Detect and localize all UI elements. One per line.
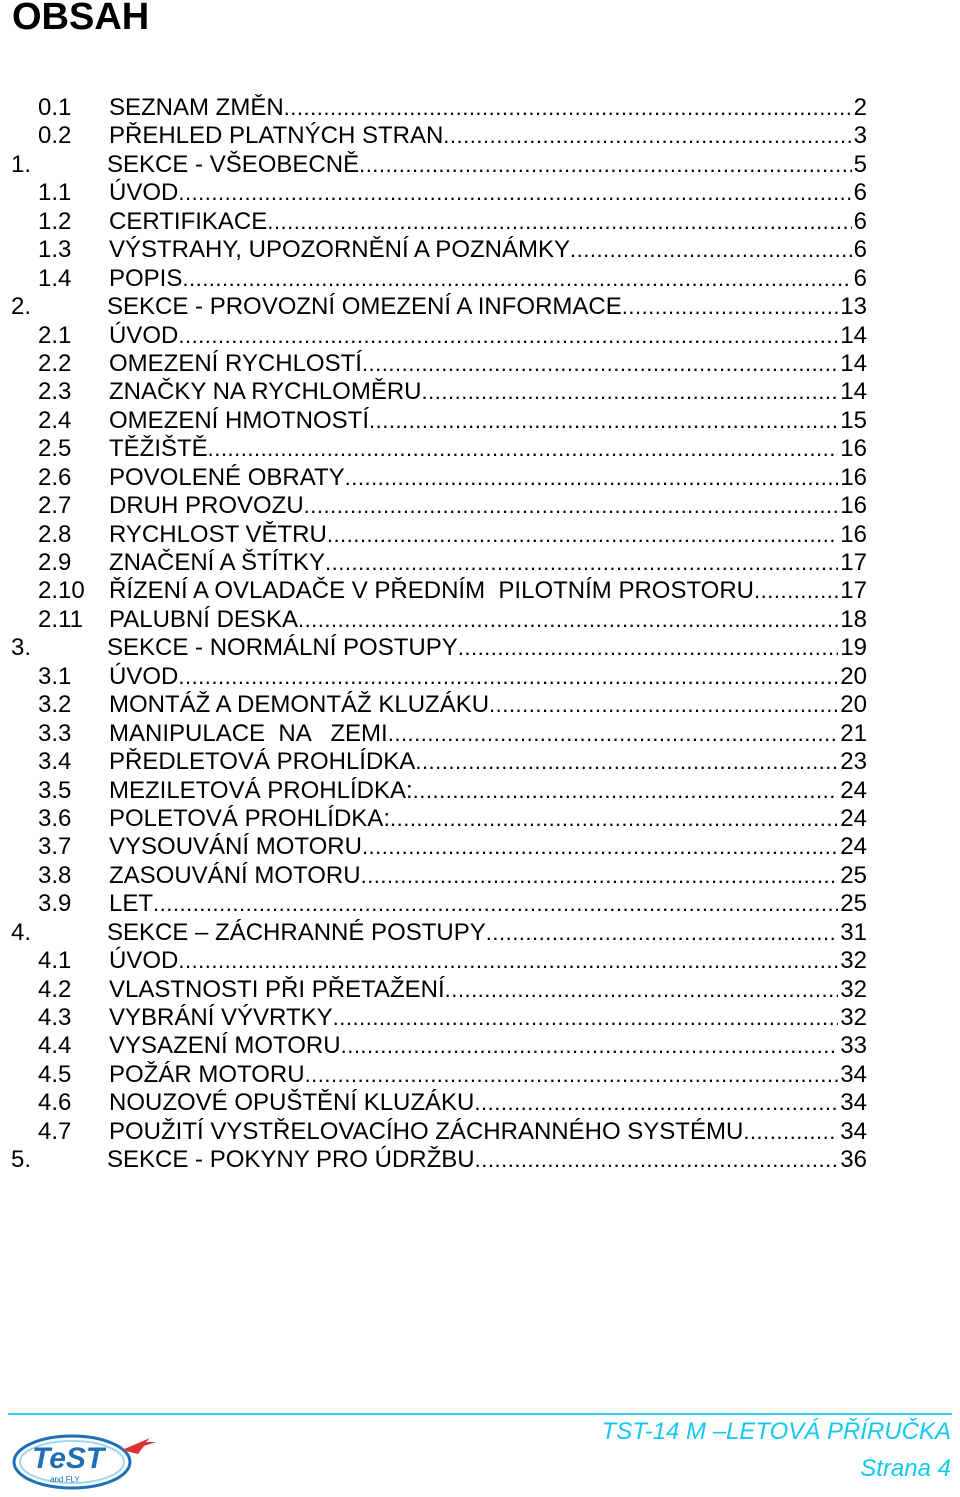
toc-entry-number: 4. <box>11 918 32 946</box>
toc-entry-leader <box>109 177 867 209</box>
toc-entry-dot-leader <box>267 206 851 238</box>
toc-entry-leader <box>109 348 867 380</box>
toc-entry-3-4[interactable] <box>0 746 960 774</box>
toc-entry-leader <box>107 1144 867 1176</box>
toc-entry-title: POVOLENÉ OBRATY <box>109 463 345 491</box>
toc-entry-5[interactable] <box>0 1144 960 1172</box>
toc-entry-number: 4.2 <box>38 975 72 1003</box>
toc-entry-3-1[interactable] <box>0 661 960 689</box>
toc-entry-dot-leader <box>475 1144 839 1176</box>
toc-entry-2-9[interactable] <box>0 547 960 575</box>
toc-entry-4-4[interactable] <box>0 1030 960 1058</box>
toc-entry-dot-leader <box>445 974 839 1006</box>
toc-entry-page: 17 <box>840 577 867 605</box>
toc-entry-number: 2.1 <box>38 321 72 349</box>
toc-entry-page: 32 <box>840 947 867 975</box>
toc-entry-1-3[interactable] <box>0 234 960 262</box>
toc-entry-3-5[interactable] <box>0 775 960 803</box>
toc-entry-leader <box>109 888 867 920</box>
toc-entry-page: 33 <box>840 1032 867 1060</box>
toc-entry-dot-leader <box>182 263 851 295</box>
toc-entry-leader <box>109 604 867 636</box>
toc-entry-1-1[interactable] <box>0 177 960 205</box>
toc-entry-title: OMEZENÍ RYCHLOSTÍ <box>109 349 362 377</box>
toc-entry-page: 15 <box>840 406 867 434</box>
toc-entry-dot-leader <box>178 661 838 693</box>
toc-entry-page: 20 <box>840 691 867 719</box>
toc-entry-page: 20 <box>840 662 867 690</box>
toc-entry-0-2[interactable] <box>0 120 960 148</box>
toc-entry-3-6[interactable] <box>0 803 960 831</box>
toc-entry-dot-leader <box>333 1002 839 1034</box>
toc-entry-number: 2.5 <box>38 435 72 463</box>
toc-entry-page: 18 <box>840 605 867 633</box>
toc-entry-dot-leader <box>345 462 839 494</box>
toc-entry-2-4[interactable] <box>0 405 960 433</box>
toc-entry-title: NOUZOVÉ OPUŠTĚNÍ KLUZÁKU <box>109 1089 475 1117</box>
toc-entry-title: ÚVOD <box>109 179 179 207</box>
toc-entry-title: VÝSTRAHY, UPOZORNĚNÍ A POZNÁMKY <box>109 236 570 264</box>
toc-entry-3-9[interactable] <box>0 888 960 916</box>
toc-entry-page: 24 <box>840 776 867 804</box>
toc-entry-page: 25 <box>840 861 867 889</box>
toc-entry-2-8[interactable] <box>0 519 960 547</box>
toc-entry-number: 4.4 <box>38 1032 72 1060</box>
toc-entry-leader <box>109 945 867 977</box>
toc-entry-leader <box>109 547 867 579</box>
toc-entry-dot-leader <box>570 234 852 266</box>
page-number: Strana 4 <box>860 1455 951 1482</box>
toc-entry-page: 34 <box>840 1089 867 1117</box>
toc-entry-dot-leader <box>178 320 838 352</box>
toc-entry-number: 2.6 <box>38 463 72 491</box>
toc-entry-number: 2.9 <box>38 549 72 576</box>
toc-entry-dot-leader <box>359 149 852 181</box>
toc-entry-title: POUŽITÍ VYSTŘELOVACÍHO ZÁCHRANNÉHO SYSTÉMU <box>109 1117 744 1145</box>
toc-entry-dot-leader <box>622 291 839 323</box>
toc-entry-2-2[interactable] <box>0 348 960 376</box>
toc-entry-leader <box>109 206 867 238</box>
footer-divider <box>8 1413 952 1415</box>
toc-entry-3-7[interactable] <box>0 831 960 859</box>
toc-entry-title: VYBRÁNÍ VÝVRTKY <box>109 1004 333 1031</box>
toc-entry-page: 16 <box>840 435 867 463</box>
toc-entry-title: PŘEHLED PLATNÝCH STRAN <box>109 122 444 150</box>
toc-entry-2-1[interactable] <box>0 320 960 348</box>
toc-entry-title: POPIS <box>109 264 183 292</box>
toc-entry-leader <box>109 974 867 1006</box>
toc-entry-leader <box>109 689 867 721</box>
toc-entry-leader <box>109 1059 867 1091</box>
toc-entry-2-10[interactable] <box>0 575 960 603</box>
toc-entry-number: 1.1 <box>38 179 72 207</box>
toc-entry-dot-leader <box>178 177 851 209</box>
toc-entry-title: VYSOUVÁNÍ MOTORU <box>109 833 362 861</box>
toc-entry-page: 32 <box>840 975 867 1003</box>
toc-entry-dot-leader <box>413 775 839 807</box>
toc-entry-page: 6 <box>853 179 867 207</box>
toc-entry-number: 3.2 <box>38 691 72 719</box>
toc-entry-page: 32 <box>840 1004 867 1031</box>
toc-entry-dot-leader <box>743 1116 838 1148</box>
toc-entry-leader <box>107 632 867 664</box>
toc-entry-dot-leader <box>298 604 838 636</box>
toc-entry-page: 14 <box>840 378 867 406</box>
toc-entry-title: POLETOVÁ PROHLÍDKA: <box>109 804 390 832</box>
toc-entry-title: CERTIFIKACE <box>109 207 268 235</box>
toc-entry-4-2[interactable] <box>0 974 960 1002</box>
toc-entry-dot-leader <box>208 433 839 465</box>
toc-entry-number: 4.1 <box>38 947 72 975</box>
toc-entry-3-3[interactable] <box>0 718 960 746</box>
toc-entry-number: 4.5 <box>38 1060 72 1088</box>
toc-entry-page: 25 <box>840 890 867 918</box>
toc-entry-page: 21 <box>840 719 867 747</box>
toc-entry-page: 3 <box>853 122 867 150</box>
toc-entry-dot-leader <box>443 120 851 152</box>
toc-entry-dot-leader <box>458 632 839 664</box>
toc-entry-dot-leader <box>422 376 839 408</box>
toc-entry-dot-leader <box>325 547 838 579</box>
toc-entry-dot-leader <box>341 1030 839 1062</box>
toc-entry-page: 31 <box>840 918 867 946</box>
logo-subtext: and FLY <box>50 1475 80 1484</box>
toc-entry-number: 1.4 <box>38 264 72 292</box>
toc-entry-leader <box>109 831 867 863</box>
toc-entry-4-1[interactable] <box>0 945 960 973</box>
toc-entry-page: 34 <box>840 1060 867 1088</box>
toc-entry-leader <box>107 149 867 181</box>
toc-entry-4-7[interactable] <box>0 1116 960 1144</box>
toc-entry-4-5[interactable] <box>0 1059 960 1087</box>
toc-entry-number: 1. <box>11 150 32 178</box>
toc-entry-title: PALUBNÍ DESKA <box>109 605 298 633</box>
toc-entry-leader <box>109 433 867 465</box>
toc-entry-page: 34 <box>840 1117 867 1145</box>
toc-entry-number: 2.8 <box>38 520 72 548</box>
toc-entry-number: 2.3 <box>38 378 72 406</box>
toc-entry-page: 23 <box>840 748 867 776</box>
toc-entry-page: 6 <box>853 264 867 292</box>
toc-entry-page: 36 <box>840 1146 867 1174</box>
toc-entry-leader <box>109 405 867 437</box>
toc-entry-number: 2.4 <box>38 406 72 434</box>
toc-entry-title: ÚVOD <box>109 947 179 975</box>
toc-entry-dot-leader <box>361 860 839 892</box>
toc-entry-3-2[interactable] <box>0 689 960 717</box>
toc-entry-title: SEKCE - PROVOZNÍ OMEZENÍ A INFORMACE <box>107 293 622 321</box>
toc-entry-page: 14 <box>840 349 867 377</box>
toc-entry-dot-leader <box>362 348 838 380</box>
toc-entry-number: 2.2 <box>38 349 72 377</box>
toc-entry-title: MONTÁŽ A DEMONTÁŽ KLUZÁKU <box>109 691 490 719</box>
toc-entry-number: 3.3 <box>38 719 72 747</box>
toc-entry-title: PŘEDLETOVÁ PROHLÍDKA <box>109 748 416 776</box>
toc-entry-title: ZNAČKY NA RYCHLOMĚRU <box>109 378 422 406</box>
toc-entry-leader <box>109 320 867 352</box>
toc-entry-dot-leader <box>327 519 838 551</box>
logo-text: TeST <box>32 1442 105 1475</box>
toc-entry-dot-leader <box>305 1059 839 1091</box>
toc-entry-number: 0.2 <box>38 122 72 150</box>
toc-entry-dot-leader <box>304 490 839 522</box>
toc-entry-number: 3.5 <box>38 776 72 804</box>
toc-entry-number: 5. <box>11 1146 32 1174</box>
page-title: OBSAH <box>12 0 150 38</box>
toc-entry-dot-leader <box>486 917 839 949</box>
toc-entry-title: ZNAČENÍ A ŠTÍTKY <box>109 549 326 576</box>
toc-entry-leader <box>109 575 867 607</box>
toc-entry-leader <box>109 746 867 778</box>
toc-entry-title: RYCHLOST VĚTRU <box>109 520 327 548</box>
toc-entry-title: OMEZENÍ HMOTNOSTÍ <box>109 406 369 434</box>
toc-entry-number: 2.11 <box>38 605 83 633</box>
toc-entry-leader <box>109 376 867 408</box>
toc-entry-leader <box>107 291 867 323</box>
toc-entry-title: SEKCE - POKYNY PRO ÚDRŽBU <box>107 1146 475 1174</box>
toc-entry-title: LET <box>109 890 154 918</box>
toc-entry-number: 3. <box>11 634 32 662</box>
toc-entry-2-11[interactable] <box>0 604 960 632</box>
toc-entry-2-6[interactable] <box>0 462 960 490</box>
toc-entry-title: POŽÁR MOTORU <box>109 1060 305 1088</box>
toc-entry-title: ŘÍZENÍ A OVLADAČE V PŘEDNÍM PILOTNÍM PROSTORU <box>109 577 755 605</box>
toc-entry-2-5[interactable] <box>0 433 960 461</box>
toc-entry-leader <box>109 860 867 892</box>
toc-entry-number: 1.2 <box>38 207 72 235</box>
toc-entry-leader <box>109 718 867 750</box>
toc-entry-dot-leader <box>474 1087 838 1119</box>
toc-entry-title: VYSAZENÍ MOTORU <box>109 1032 341 1060</box>
toc-entry-number: 2.7 <box>38 492 72 520</box>
toc-entry-leader <box>109 1087 867 1119</box>
toc-entry-4[interactable] <box>0 917 960 945</box>
toc-entry-leader <box>109 1116 867 1148</box>
toc-entry-2-3[interactable] <box>0 376 960 404</box>
toc-entry-dot-leader <box>415 746 838 778</box>
toc-entry-leader <box>109 519 867 551</box>
toc-entry-number: 3.1 <box>38 662 72 690</box>
toc-entry-title: SEKCE - NORMÁLNÍ POSTUPY <box>107 634 458 662</box>
toc-entry-3-8[interactable] <box>0 860 960 888</box>
toc-entry-0-1[interactable] <box>0 92 960 120</box>
toc-entry-page: 5 <box>853 150 867 178</box>
toc-entry-dot-leader <box>178 945 838 977</box>
toc-entry-number: 2.10 <box>38 577 85 605</box>
toc-entry-title: SEZNAM ZMĚN <box>109 94 284 121</box>
toc-entry-title: MEZILETOVÁ PROHLÍDKA: <box>109 776 413 804</box>
toc-entry-page: 19 <box>840 634 867 662</box>
toc-entry-page: 2 <box>853 94 867 121</box>
toc-entry-title: ÚVOD <box>109 662 179 690</box>
toc-entry-number: 3.8 <box>38 861 72 889</box>
toc-entry-number: 3.4 <box>38 748 72 776</box>
toc-entry-leader <box>109 263 867 295</box>
toc-entry-title: DRUH PROVOZU <box>109 492 304 520</box>
toc-entry-4-6[interactable] <box>0 1087 960 1115</box>
manual-title: TST-14 M –LETOVÁ PŘÍRUČKA <box>601 1418 951 1445</box>
toc-entry-number: 2. <box>11 293 32 321</box>
toc-entry-dot-leader <box>754 575 838 607</box>
toc-entry-number: 1.3 <box>38 236 72 264</box>
toc-entry-number: 4.6 <box>38 1089 72 1117</box>
toc-entry-leader <box>109 803 867 835</box>
toc-entry-leader <box>109 462 867 494</box>
toc-entry-dot-leader <box>489 689 838 721</box>
toc-entry-leader <box>109 490 867 522</box>
toc-entry-dot-leader <box>388 718 839 750</box>
toc-entry-dot-leader <box>284 92 852 124</box>
toc-entry-page: 24 <box>840 804 867 832</box>
toc-entry-leader <box>109 661 867 693</box>
toc-entry-2[interactable] <box>0 291 960 319</box>
toc-entry-number: 3.7 <box>38 833 72 861</box>
toc-entry-title: SEKCE - VŠEOBECNĚ <box>107 150 360 178</box>
toc-entry-1[interactable] <box>0 149 960 177</box>
toc-entry-dot-leader <box>153 888 838 920</box>
toc-entry-page: 13 <box>840 293 867 321</box>
toc-entry-dot-leader <box>390 803 838 835</box>
toc-entry-page: 24 <box>840 833 867 861</box>
toc-entry-2-7[interactable] <box>0 490 960 518</box>
toc-entry-title: SEKCE – ZÁCHRANNÉ POSTUPY <box>107 918 486 946</box>
toc-entry-1-4[interactable] <box>0 263 960 291</box>
table-of-contents <box>0 92 960 1173</box>
toc-entry-title: MANIPULACE NA ZEMI <box>109 719 388 747</box>
toc-entry-page: 17 <box>840 549 867 576</box>
toc-entry-number: 3.9 <box>38 890 72 918</box>
toc-entry-1-2[interactable] <box>0 206 960 234</box>
toc-entry-title: ZASOUVÁNÍ MOTORU <box>109 861 361 889</box>
toc-entry-title: TĚŽIŠTĚ <box>109 435 208 463</box>
toc-entry-title: VLASTNOSTI PŘI PŘETAŽENÍ <box>109 975 445 1003</box>
toc-entry-page: 6 <box>853 236 867 264</box>
toc-entry-leader <box>109 234 867 266</box>
toc-entry-leader <box>109 1002 867 1034</box>
toc-entry-leader <box>109 775 867 807</box>
toc-entry-number: 4.7 <box>38 1117 72 1145</box>
test-logo-icon <box>10 1428 160 1492</box>
toc-entry-leader <box>109 1030 867 1062</box>
toc-entry-leader <box>109 120 867 152</box>
toc-entry-leader <box>107 917 867 949</box>
toc-entry-number: 0.1 <box>38 94 72 121</box>
toc-entry-dot-leader <box>362 831 838 863</box>
toc-entry-3[interactable] <box>0 632 960 660</box>
toc-entry-title: ÚVOD <box>109 321 179 349</box>
toc-entry-leader <box>109 92 867 124</box>
toc-entry-page: 16 <box>840 492 867 520</box>
toc-entry-4-3[interactable] <box>0 1002 960 1030</box>
toc-entry-page: 14 <box>840 321 867 349</box>
toc-entry-page: 6 <box>853 207 867 235</box>
toc-entry-page: 16 <box>840 463 867 491</box>
toc-entry-page: 16 <box>840 520 867 548</box>
toc-entry-number: 3.6 <box>38 804 72 832</box>
toc-entry-number: 4.3 <box>38 1004 72 1031</box>
toc-entry-dot-leader <box>369 405 838 437</box>
